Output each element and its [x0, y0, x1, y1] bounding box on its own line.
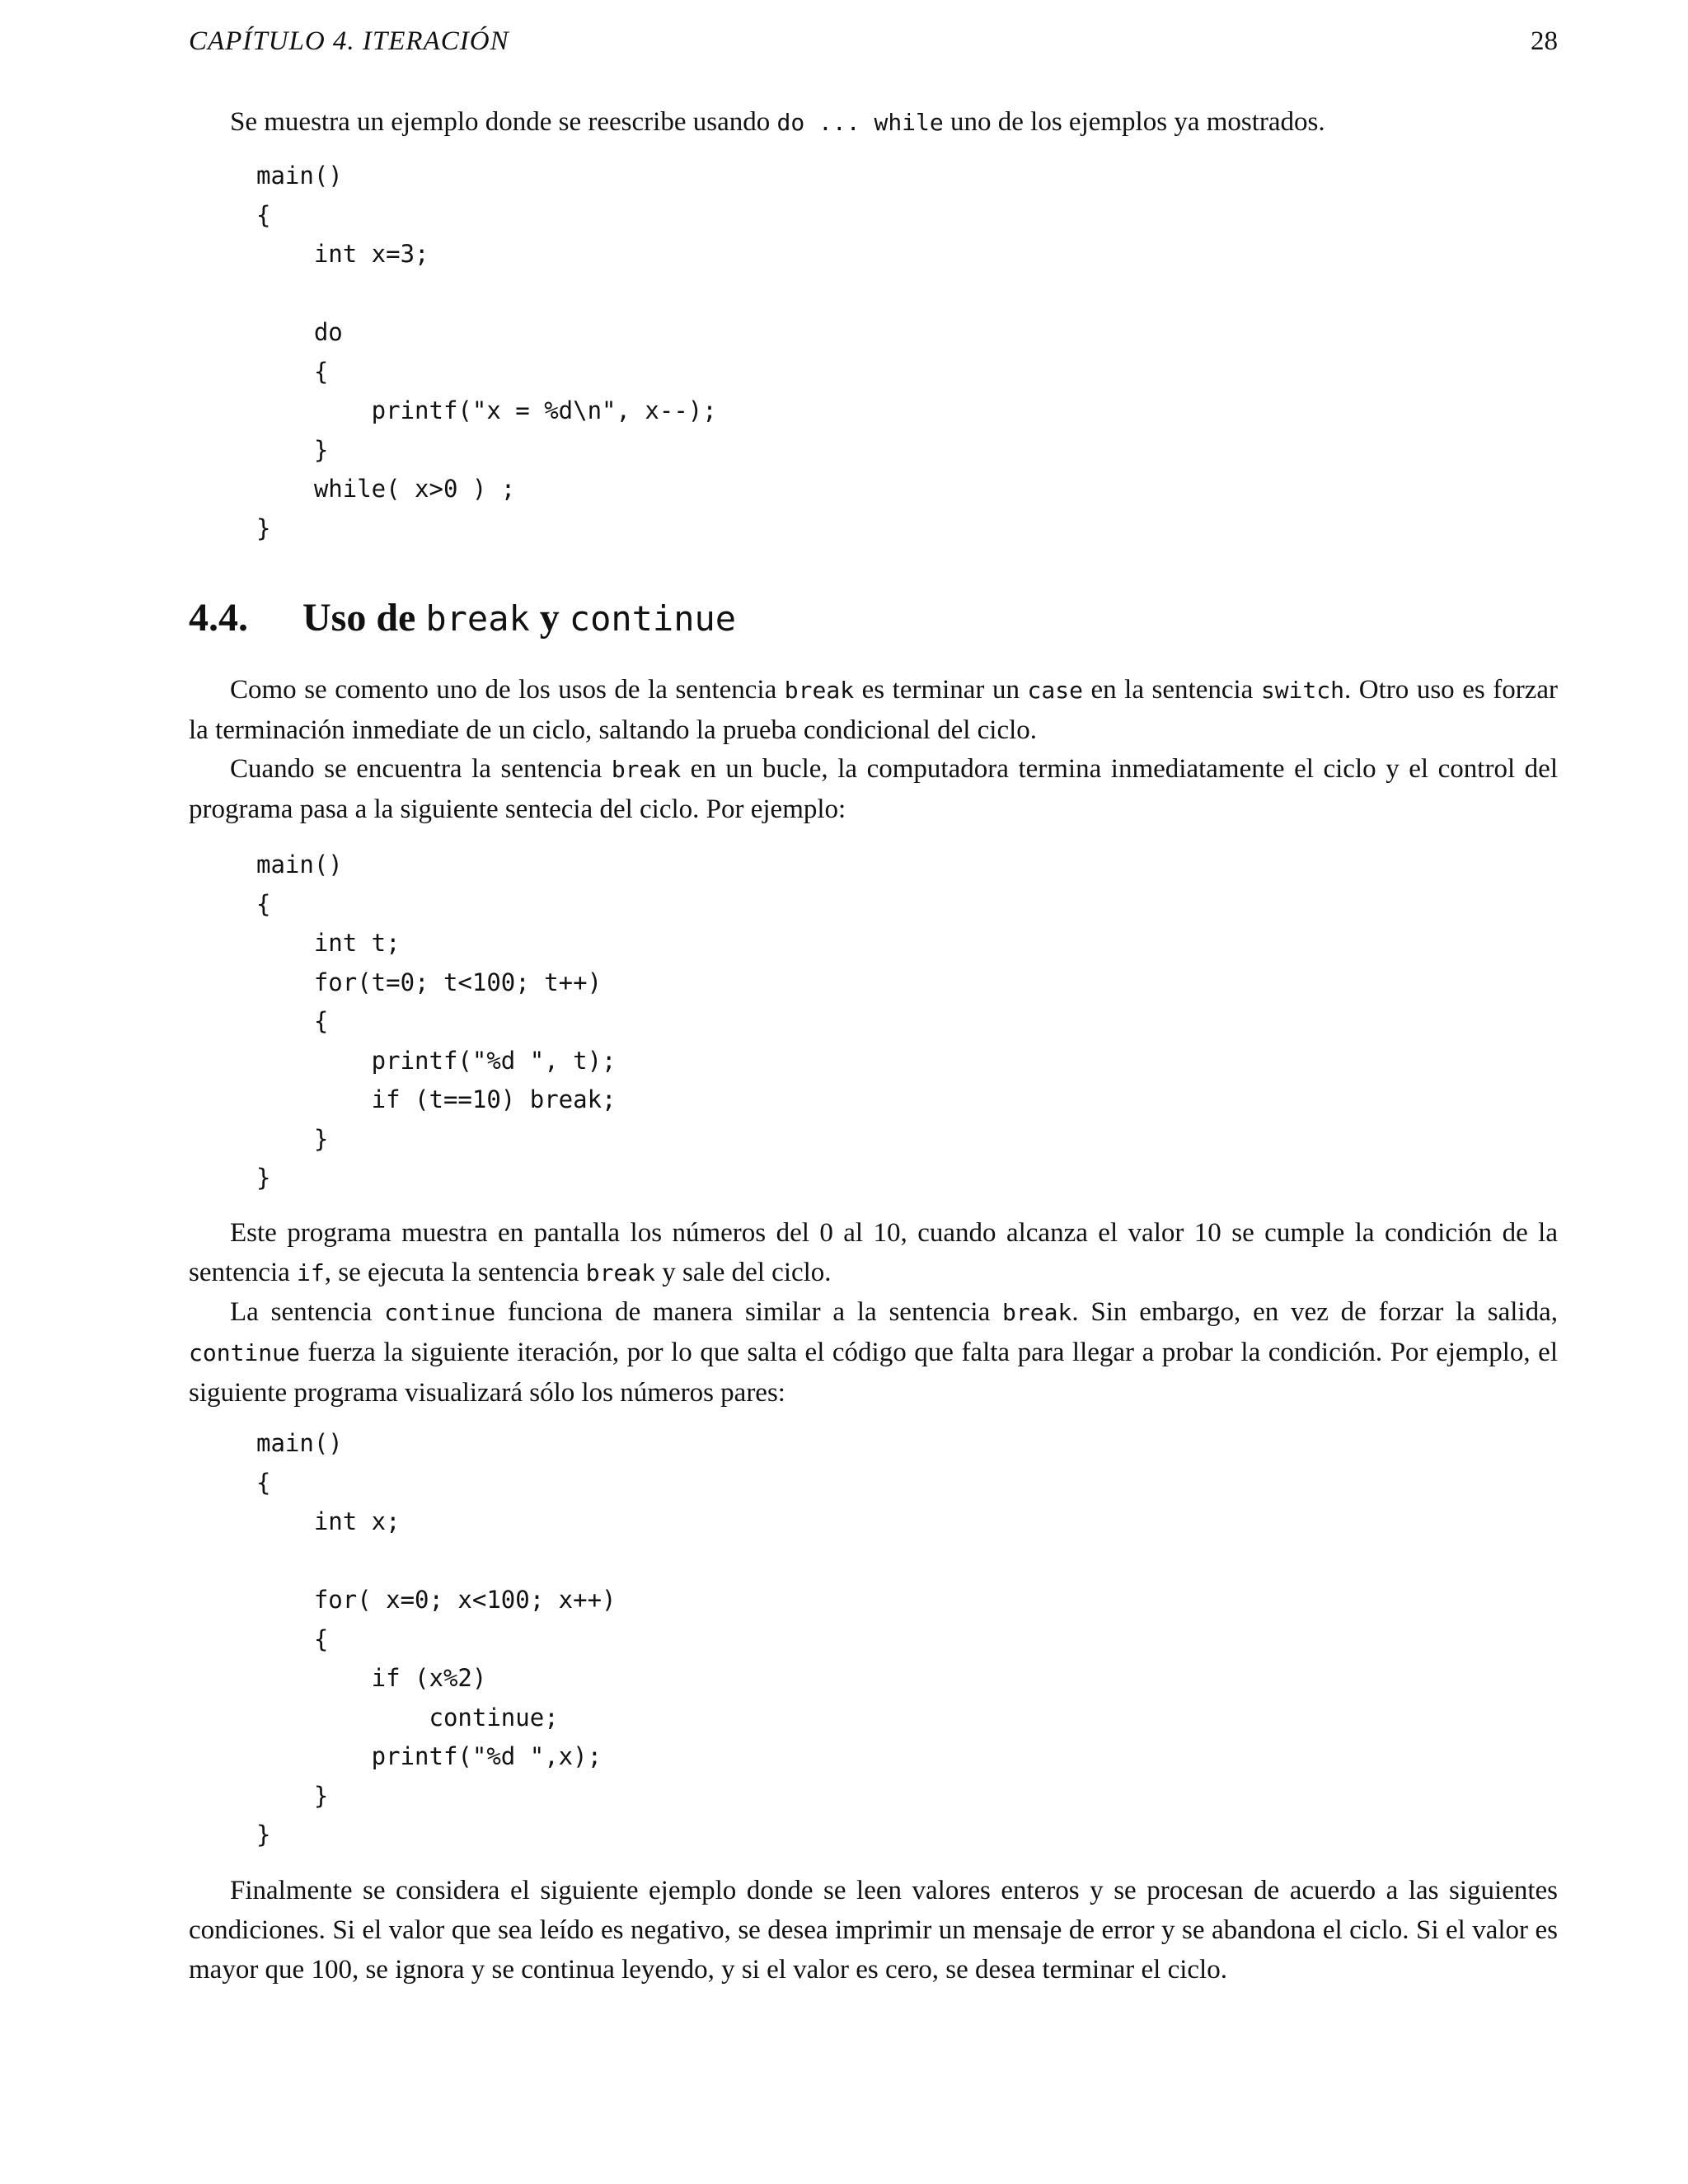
- code-block-continue: main() { int x; for( x=0; x<100; x++) { if (x%2) continue; printf("%d ",x); } }: [256, 1429, 617, 1849]
- inline-code: break: [611, 756, 682, 783]
- inline-code: break: [1002, 1299, 1072, 1326]
- inline-code: continue: [189, 1339, 300, 1366]
- paragraph-break-in-loop: Cuando se encuentra la sentencia break en un bucle, la computadora termina inmediatamente el ciclo y el control del programa pasa a la siguiente sentecia del ciclo. Por ejemplo:: [189, 754, 1558, 824]
- inline-code: case: [1027, 677, 1083, 704]
- inline-code: break: [425, 598, 530, 639]
- section-heading: 4.4. Uso de break y continue: [189, 596, 737, 640]
- paragraph-program-output: Este programa muestra en pantalla los números del 0 al 10, cuando alcanza el valor 10 se cumple la condición de la sentencia if, se ejecuta la sentencia break y sale del ciclo.: [189, 1218, 1558, 1287]
- paragraph-break-uses: Como se comento uno de los usos de la sentencia break es terminar un case en la sentencia switch. Otro uso es forzar la terminación inmediate de un ciclo, saltando la prueba condicional del ciclo.: [189, 675, 1558, 745]
- inline-code: break: [585, 1259, 656, 1286]
- paragraph-continue: La sentencia continue funciona de manera similar a la sentencia break. Sin embargo, en vez de forzar la salida, continue fuerza la siguiente iteración, por lo que salta el código que falta para llegar a probar la condición. Por ejemplo, el siguiente programa visualizará sólo los números pares:: [189, 1297, 1558, 1408]
- running-header-chapter: CAPÍTULO 4. ITERACIÓN: [189, 26, 509, 56]
- inline-code: switch: [1260, 677, 1344, 704]
- inline-code: continue: [384, 1299, 496, 1326]
- inline-code: break: [784, 677, 855, 704]
- inline-code: if: [297, 1259, 325, 1286]
- page-number: 28: [1531, 26, 1558, 56]
- code-block-do-while: main() { int x=3; do { printf("x = %d\n", x--); } while( x>0 ) ; }: [256, 162, 717, 542]
- inline-code: continue: [569, 598, 737, 639]
- section-number: 4.4.: [189, 596, 248, 640]
- inline-code: do ... while: [776, 109, 944, 136]
- code-block-break: main() { int t; for(t=0; t<100; t++) { printf("%d ", t); if (t==10) break; } }: [256, 851, 617, 1192]
- intro-paragraph: Se muestra un ejemplo donde se reescribe usando do ... while uno de los ejemplos ya mostrados.: [230, 107, 1325, 137]
- paragraph-final-example: Finalmente se considera el siguiente ejemplo donde se leen valores enteros y se procesan de acuerdo a las siguientes condiciones. Si el valor que sea leído es negativo, se desea imprimir un mensaje de error y se abandona el ciclo. Si el valor es mayor que 100, se ignora y se continua leyendo, y si el valor es cero, se desea terminar el ciclo.: [189, 1876, 1558, 1985]
